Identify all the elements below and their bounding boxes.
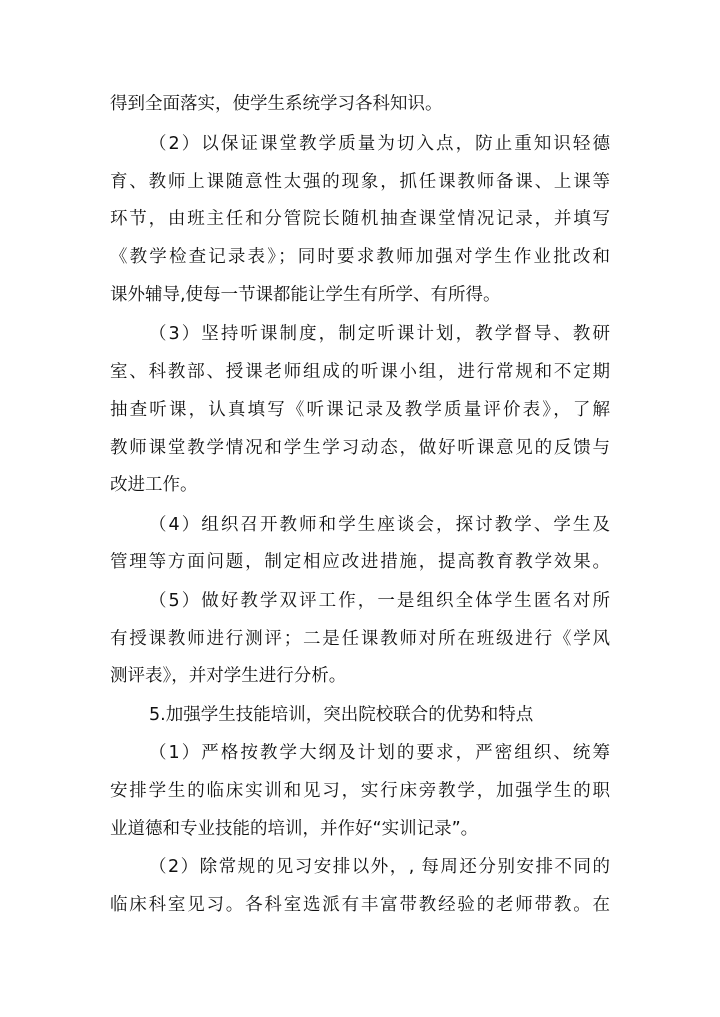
text-line: （2）除常规的见习安排以外，, 每周还分别安排不同的 xyxy=(149,857,610,877)
text-line: 《教学检查记录表》；同时要求教师加强对学生作业批改和 xyxy=(110,247,610,267)
text-line: 临床科室见习。各科室选派有丰富带教经验的老师带教。在 xyxy=(110,895,610,915)
section-heading: 5.加强学生技能培训，突出院校联合的优势和特点 xyxy=(149,705,534,725)
text-line: 室、科教部、授课老师组成的听课小组，进行常规和不定期 xyxy=(110,362,610,382)
text-line: （4）组织召开教师和学生座谈会，探讨教学、学生及 xyxy=(149,515,610,535)
text-line: 环节，由班主任和分管院长随机抽查课堂情况记录，并填写 xyxy=(110,209,610,229)
text-line: （5）做好教学双评工作，一是组织全体学生匿名对所 xyxy=(149,591,610,611)
text-line: 业道德和专业技能的培训，并作好“实训记录”。 xyxy=(110,819,479,839)
text-line: 得到全面落实，使学生系统学习各科知识。 xyxy=(110,94,443,114)
text-line: 育、教师上课随意性太强的现象，抓任课教师备课、上课等 xyxy=(110,172,610,192)
text-line: 安排学生的临床实训和见习，实行床旁教学，加强学生的职 xyxy=(110,781,610,801)
text-line: 改进工作。 xyxy=(110,475,198,495)
text-line: 教师课堂教学情况和学生学习动态，做好听课意见的反馈与 xyxy=(110,438,610,458)
text-line: 课外辅导,使每一节课都能让学生有所学、有所得。 xyxy=(110,285,501,305)
text-line: （3）坚持听课制度，制定听课计划，教学督导、教研 xyxy=(149,324,610,344)
text-line: 有授课教师进行测评；二是任课教师对所在班级进行《学风 xyxy=(110,629,610,649)
text-line: 管理等方面问题，制定相应改进措施，提高教育教学效果。 xyxy=(110,552,610,572)
text-line: 测评表》，并对学生进行分析。 xyxy=(110,666,347,686)
text-line: （2）以保证课堂教学质量为切入点，防止重知识轻德 xyxy=(149,134,610,154)
text-line: 抽查听课，认真填写《听课记录及教学质量评价表》，了解 xyxy=(110,400,610,420)
text-line: （1）严格按教学大纲及计划的要求，严密组织、统筹 xyxy=(149,743,610,763)
